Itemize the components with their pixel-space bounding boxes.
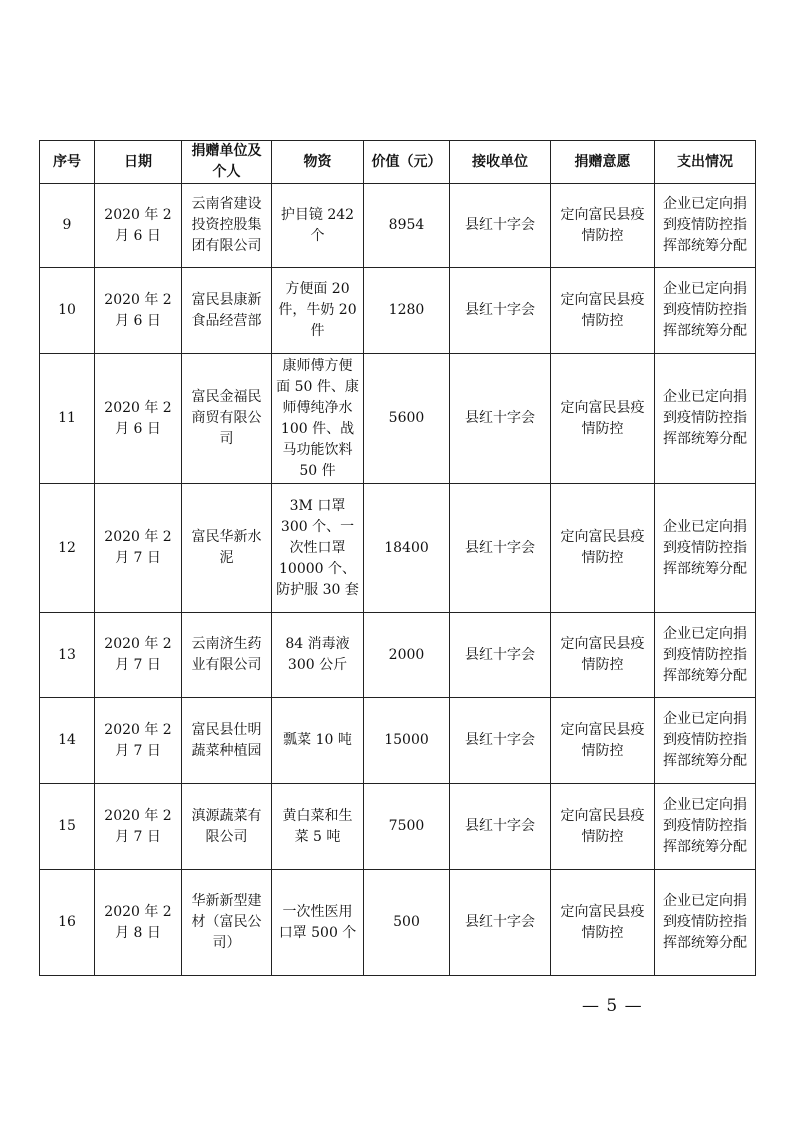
cell-intent: 定向富民县疫情防控 [551,784,655,870]
cell-goods: 84 消毒液 300 公斤 [272,613,364,698]
cell-no: 10 [40,268,95,354]
page-number: — 5 — [582,996,643,1016]
table-row [40,784,756,870]
cell-no: 11 [40,354,95,484]
cell-no: 14 [40,698,95,784]
cell-value: 1280 [364,268,450,354]
cell-donor: 富民县仕明蔬菜种植园 [182,698,272,784]
cell-receiver: 县红十字会 [450,484,551,613]
cell-intent: 定向富民县疫情防控 [551,870,655,976]
cell-donor: 云南省建设投资控股集团有限公司 [182,184,272,268]
cell-receiver: 县红十字会 [450,184,551,268]
cell-donor: 滇源蔬菜有限公司 [182,784,272,870]
header-no: 序号 [40,141,95,184]
table-row [40,613,756,698]
cell-goods: 康师傅方便面 50 件、康师傅纯净水 100 件、战马功能饮料 50 件 [272,354,364,484]
cell-intent: 定向富民县疫情防控 [551,613,655,698]
cell-value: 8954 [364,184,450,268]
cell-intent: 定向富民县疫情防控 [551,184,655,268]
cell-receiver: 县红十字会 [450,268,551,354]
cell-donor: 华新新型建材（富民公司） [182,870,272,976]
cell-expense: 企业已定向捐到疫情防控指挥部统筹分配 [655,784,756,870]
cell-value: 15000 [364,698,450,784]
cell-no: 15 [40,784,95,870]
table-header-row [40,141,756,184]
cell-value: 18400 [364,484,450,613]
cell-expense: 企业已定向捐到疫情防控指挥部统筹分配 [655,268,756,354]
cell-date: 2020 年 2 月 7 日 [95,484,182,613]
cell-value: 5600 [364,354,450,484]
header-date: 日期 [95,141,182,184]
cell-no: 9 [40,184,95,268]
cell-expense: 企业已定向捐到疫情防控指挥部统筹分配 [655,354,756,484]
cell-receiver: 县红十字会 [450,698,551,784]
cell-receiver: 县红十字会 [450,784,551,870]
cell-no: 12 [40,484,95,613]
header-receiver: 接收单位 [450,141,551,184]
cell-date: 2020 年 2 月 6 日 [95,268,182,354]
cell-donor: 云南济生药业有限公司 [182,613,272,698]
header-intent: 捐赠意愿 [551,141,655,184]
table-row [40,698,756,784]
cell-date: 2020 年 2 月 7 日 [95,784,182,870]
cell-expense: 企业已定向捐到疫情防控指挥部统筹分配 [655,870,756,976]
cell-date: 2020 年 2 月 7 日 [95,698,182,784]
cell-goods: 3M 口罩 300 个、一次性口罩 10000 个、防护服 30 套 [272,484,364,613]
cell-no: 16 [40,870,95,976]
cell-goods: 一次性医用口罩 500 个 [272,870,364,976]
table-row [40,354,756,484]
table-row [40,484,756,613]
cell-expense: 企业已定向捐到疫情防控指挥部统筹分配 [655,613,756,698]
cell-intent: 定向富民县疫情防控 [551,484,655,613]
cell-value: 500 [364,870,450,976]
cell-intent: 定向富民县疫情防控 [551,354,655,484]
cell-expense: 企业已定向捐到疫情防控指挥部统筹分配 [655,184,756,268]
cell-expense: 企业已定向捐到疫情防控指挥部统筹分配 [655,698,756,784]
cell-expense: 企业已定向捐到疫情防控指挥部统筹分配 [655,484,756,613]
header-expense: 支出情况 [655,141,756,184]
cell-date: 2020 年 2 月 6 日 [95,184,182,268]
table-row [40,184,756,268]
cell-goods: 护目镜 242 个 [272,184,364,268]
cell-donor: 富民华新水泥 [182,484,272,613]
cell-receiver: 县红十字会 [450,613,551,698]
cell-donor: 富民县康新食品经营部 [182,268,272,354]
cell-intent: 定向富民县疫情防控 [551,698,655,784]
cell-receiver: 县红十字会 [450,354,551,484]
header-value: 价值（元） [364,141,450,184]
header-donor: 捐赠单位及个人 [182,141,272,184]
cell-value: 7500 [364,784,450,870]
table-row [40,870,756,976]
cell-value: 2000 [364,613,450,698]
cell-intent: 定向富民县疫情防控 [551,268,655,354]
table-row [40,268,756,354]
cell-goods: 黄白菜和生菜 5 吨 [272,784,364,870]
cell-receiver: 县红十字会 [450,870,551,976]
donation-table [39,140,756,976]
cell-date: 2020 年 2 月 8 日 [95,870,182,976]
header-goods: 物资 [272,141,364,184]
cell-date: 2020 年 2 月 7 日 [95,613,182,698]
cell-date: 2020 年 2 月 6 日 [95,354,182,484]
cell-goods: 方便面 20 件，牛奶 20 件 [272,268,364,354]
cell-goods: 瓢菜 10 吨 [272,698,364,784]
cell-no: 13 [40,613,95,698]
cell-donor: 富民金福民商贸有限公司 [182,354,272,484]
